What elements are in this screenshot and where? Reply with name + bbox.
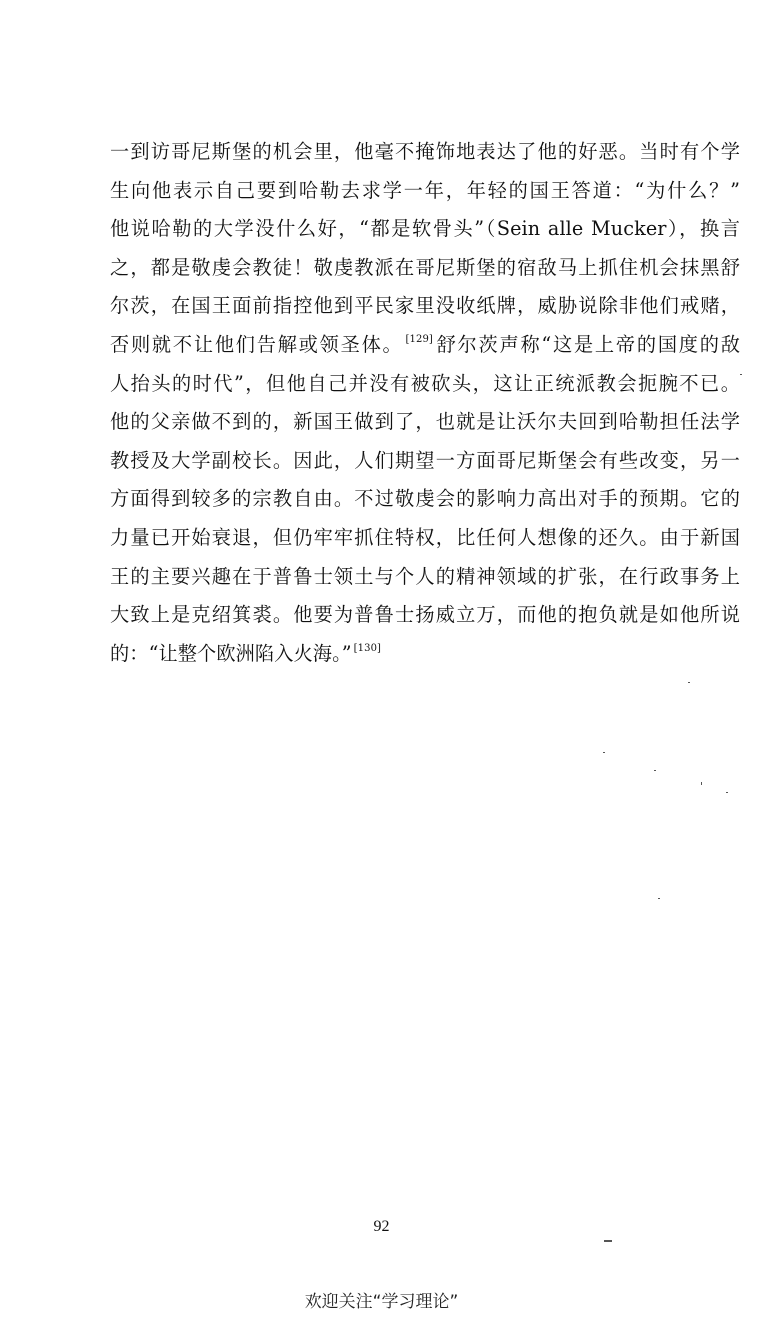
text-line: 方面得到较多的宗教自由。不过敬虔会的影响力高出对手的预期。它的 — [110, 487, 740, 511]
scan-speck — [603, 752, 605, 753]
body-paragraph — [110, 133, 740, 673]
text-line: 尔茨，在国王面前指控他到平民家里没收纸牌，威胁说除非他们戒赌， — [110, 294, 740, 318]
text-segment: 的：“让整个欧洲陷入火海。” — [110, 641, 352, 665]
citation-marker: [130] — [353, 642, 382, 654]
text-segment: 舒尔茨声称“这是上帝的国度的敌 — [434, 332, 740, 356]
scan-speck — [688, 682, 690, 683]
scan-speck — [654, 770, 656, 771]
text-line: 力量已开始衰退，但仍牢牢抓住特权，比任何人想像的还久。由于新国 — [110, 525, 740, 549]
footer-note: 欢迎关注“学习理论” — [304, 1292, 459, 1312]
text-line: 之，都是敬虔会教徒！敬虔教派在哥尼斯堡的宿敌马上抓住机会抹黑舒 — [110, 255, 740, 279]
text-line-with-citation — [110, 326, 740, 365]
scan-speck — [604, 1240, 612, 1242]
text-line: 生向他表示自己要到哈勒去求学一年，年轻的国王答道：“为什么？” — [110, 178, 740, 202]
text-line: 人抬头的时代”，但他自己并没有被砍头，这让正统派教会扼腕不已。 — [110, 371, 740, 395]
scan-speck — [740, 374, 742, 375]
text-line-with-citation — [110, 635, 740, 674]
scan-speck — [701, 782, 702, 785]
citation-marker: [129] — [405, 333, 433, 345]
text-line: 一到访哥尼斯堡的机会里，他毫不掩饰地表达了他的好恶。当时有个学 — [110, 140, 740, 163]
scan-speck — [726, 792, 728, 793]
text-line: 他的父亲做不到的，新国王做到了，也就是让沃尔夫回到哈勒担任法学 — [110, 410, 740, 434]
scan-speck — [658, 898, 660, 899]
text-line: 王的主要兴趣在于普鲁士领土与个人的精神领域的扩张，在行政事务上 — [110, 564, 740, 588]
text-line: 大致上是克绍箕裘。他要为普鲁士扬威立万，而他的抱负就是如他所说 — [110, 603, 740, 627]
text-segment: 否则就不让他们告解或领圣体。 — [110, 332, 404, 356]
page-number: 92 — [373, 1218, 390, 1235]
text-line: 他说哈勒的大学没什么好，“都是软骨头”（Sein alle Mucker），换言 — [110, 217, 740, 241]
text-line: 教授及大学副校长。因此，人们期望一方面哥尼斯堡会有些改变，另一 — [110, 448, 740, 472]
